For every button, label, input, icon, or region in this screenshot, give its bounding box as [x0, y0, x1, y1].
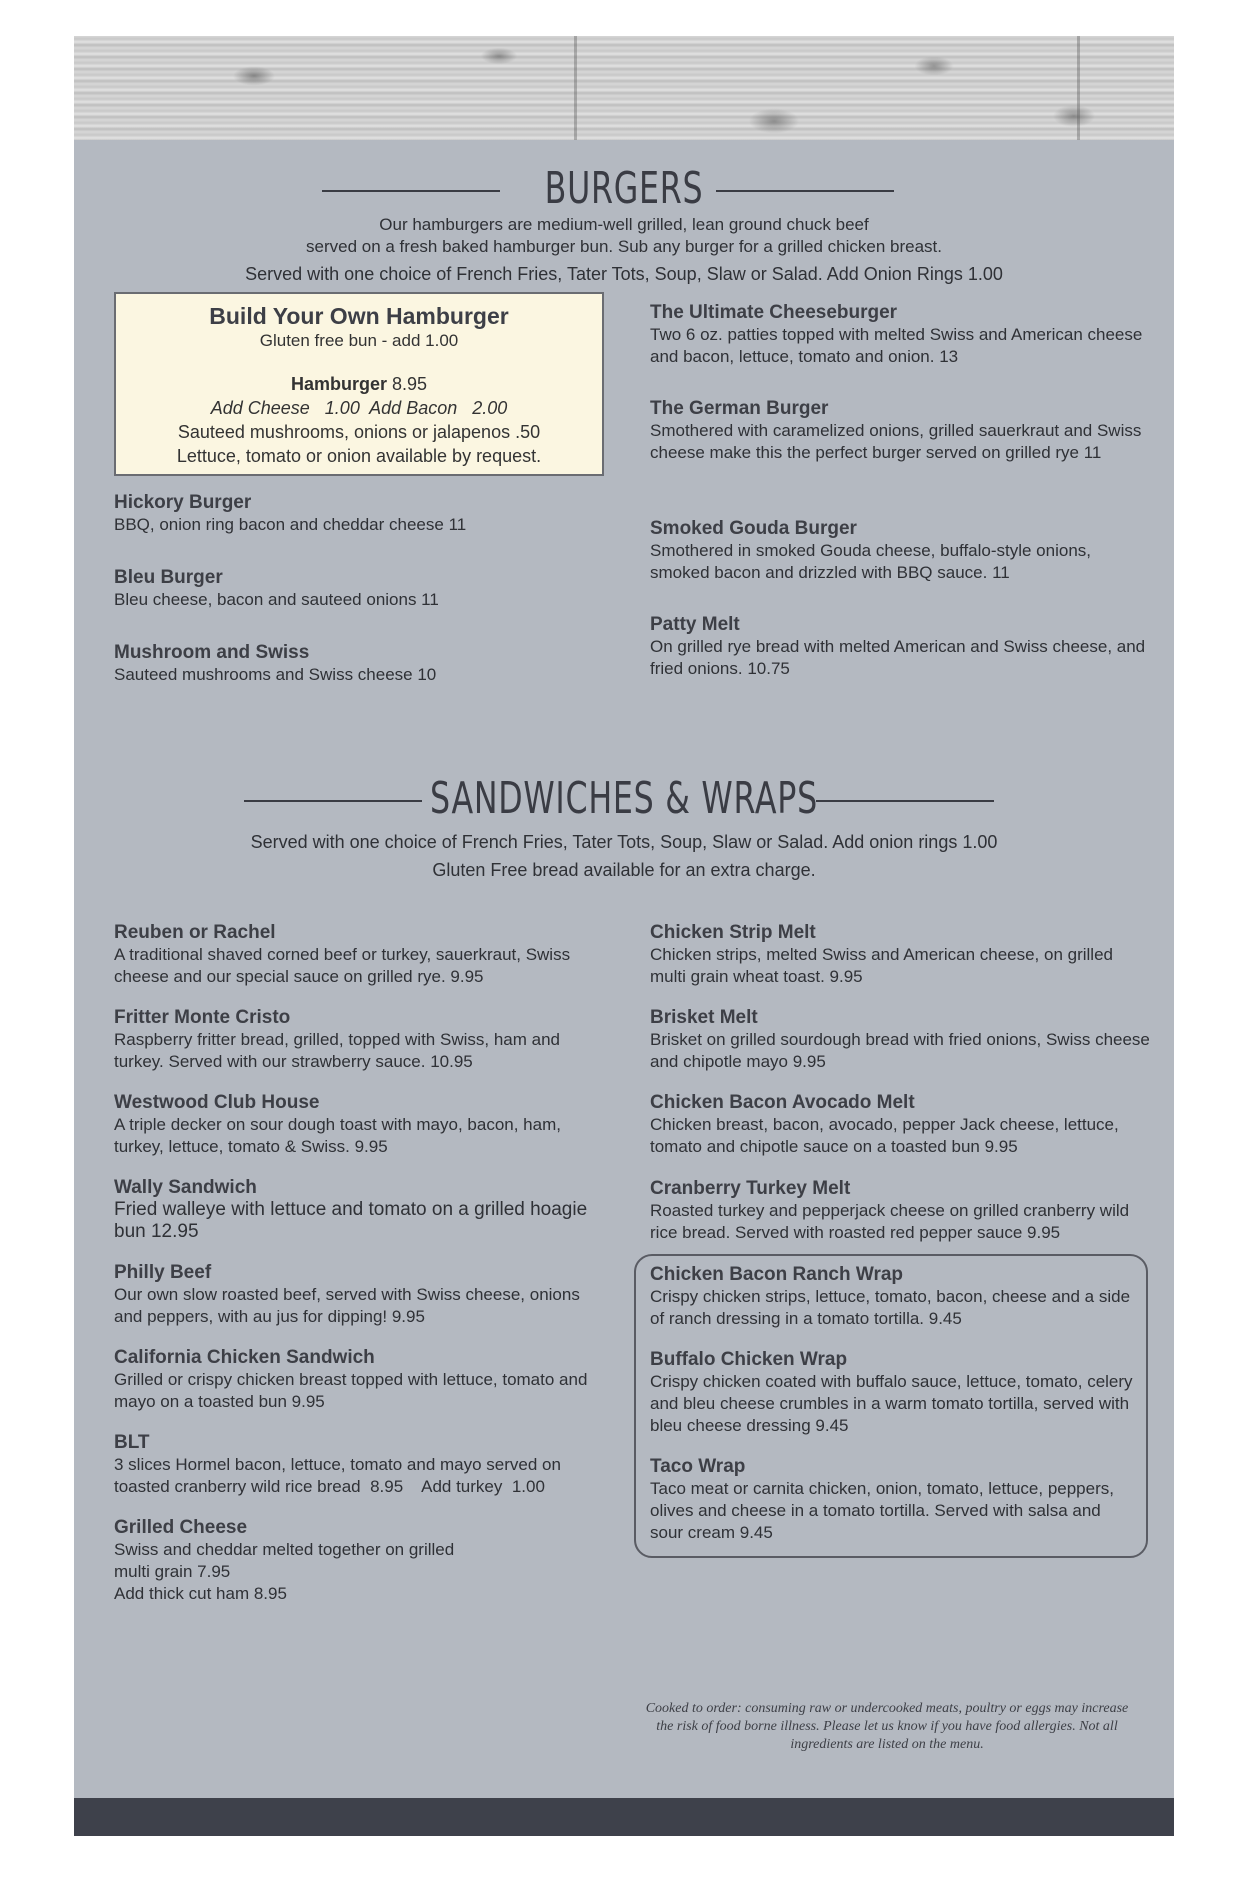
item-name: Buffalo Chicken Wrap [650, 1349, 848, 1370]
item-desc: Fried walleye with lettuce and tomato on a grilled hoagie bun 12.95 [114, 1199, 588, 1242]
item-name: Grilled Cheese [114, 1517, 248, 1538]
item-extra: Add thick cut ham 8.95 [114, 1584, 287, 1603]
item-name: The German Burger [650, 398, 829, 419]
menu-item [650, 398, 1150, 518]
menu-item [114, 922, 604, 1007]
item-name: Hickory Burger [114, 492, 252, 513]
menu-item [114, 1007, 604, 1092]
item-name: California Chicken Sandwich [114, 1347, 375, 1368]
item-desc: A triple decker on sour dough toast with mayo, bacon, ham, turkey, lettuce, tomato & Swiss. 9.95 [114, 1115, 561, 1156]
item-name: Bleu Burger [114, 567, 223, 588]
item-name: Mushroom and Swiss [114, 642, 310, 663]
footer-bar [74, 1798, 1174, 1836]
menu-item [114, 1347, 604, 1432]
item-name: Wally Sandwich [114, 1177, 257, 1198]
item-desc: Our own slow roasted beef, served with Swiss cheese, onions and peppers, with au jus for dipping! 9.95 [114, 1285, 580, 1326]
byo-gluten-free: Gluten free bun - add 1.00 [259, 331, 459, 350]
menu-item [650, 1264, 1136, 1349]
menu-item [114, 1177, 604, 1262]
wood-header-banner [74, 36, 1174, 140]
item-desc: Roasted turkey and pepperjack cheese on grilled cranberry wild rice bread. Served with roasted red pepper sauce 9.95 [650, 1201, 1130, 1242]
food-safety-disclaimer: Cooked to order: consuming raw or undercooked meats, poultry or eggs may increase the risk of food borne illness. Please let us know if you have food allergies. Not all ingredients are listed on the menu. [645, 1701, 1129, 1752]
byo-hamburger-line [116, 372, 602, 396]
menu-item [650, 1092, 1150, 1178]
item-desc: Taco meat or carnita chicken, onion, tomato, lettuce, peppers, olives and cheese in a tomato tortilla. Served with salsa and sour cream 9.45 [650, 1479, 1114, 1542]
item-desc: A traditional shaved corned beef or turkey, sauerkraut, Swiss cheese and our special sauce on grilled rye. 9.95 [114, 945, 571, 986]
item-desc: Chicken strips, melted Swiss and American cheese, on grilled multi grain wheat toast. 9.95 [650, 945, 1113, 986]
wraps-column [650, 1264, 1136, 1544]
item-desc: Raspberry fritter bread, grilled, topped with Swiss, ham and turkey. Served with our strawberry sauce. 10.95 [114, 1030, 560, 1071]
menu-item [650, 1178, 1150, 1244]
item-desc: Brisket on grilled sourdough bread with fried onions, Swiss cheese and chipotle mayo 9.95 [650, 1030, 1150, 1071]
byo-hamburger-price: 8.95 [392, 374, 428, 394]
item-name: Westwood Club House [114, 1092, 320, 1113]
menu-item [650, 302, 1150, 398]
menu-item [114, 567, 614, 642]
sandwiches-right-column [650, 922, 1150, 1244]
item-name: The Ultimate Cheeseburger [650, 302, 898, 323]
item-name: Cranberry Turkey Melt [650, 1178, 851, 1199]
item-desc: BBQ, onion ring bacon and cheddar cheese 11 [114, 515, 467, 534]
burgers-right-column [650, 302, 1150, 680]
sandwiches-title: SANDWICHES & WRAPS [430, 773, 818, 824]
menu-item [114, 492, 614, 567]
item-name: Smoked Gouda Burger [650, 518, 857, 539]
menu-item [650, 1007, 1150, 1092]
item-desc: Two 6 oz. patties topped with melted Swiss and American cheese and bacon, lettuce, tomato and onion. 13 [650, 325, 1143, 366]
item-desc: Swiss and cheddar melted together on grilled multi grain 7.95 [114, 1540, 455, 1581]
menu-page [74, 36, 1174, 1836]
menu-item [650, 518, 1150, 614]
item-desc: 3 slices Hormel bacon, lettuce, tomato and mayo served on toasted cranberry wild rice bread 8.95 Add turkey 1.00 [114, 1455, 566, 1496]
menu-item [114, 1432, 604, 1517]
sandwiches-gluten-free: Gluten Free bread available for an extra charge. [432, 860, 816, 880]
byo-lettuce: Lettuce, tomato or onion available by request. [176, 446, 542, 466]
item-desc: On grilled rye bread with melted American and Swiss cheese, and fried onions. 10.75 [650, 637, 1146, 678]
item-desc: Chicken breast, bacon, avocado, pepper Jack cheese, lettuce, tomato and chipotle sauce on a toasted bun 9.95 [650, 1115, 1119, 1156]
item-name: Patty Melt [650, 614, 740, 635]
burgers-left-column [114, 492, 614, 686]
menu-item [114, 1262, 604, 1347]
menu-item [650, 1456, 1136, 1544]
menu-item [650, 614, 1150, 680]
byo-title: Build Your Own Hamburger [209, 303, 509, 329]
menu-item [650, 922, 1150, 1007]
burgers-intro-line1: Our hamburgers are medium-well grilled, lean ground chuck beef [379, 215, 869, 234]
menu-item [114, 1517, 604, 1605]
byo-addons: Add Cheese 1.00 Add Bacon 2.00 [210, 398, 508, 418]
menu-item [650, 1349, 1136, 1456]
byo-hamburger-name: Hamburger [290, 374, 387, 394]
item-name: Chicken Strip Melt [650, 922, 816, 943]
item-desc: Crispy chicken coated with buffalo sauce, lettuce, tomato, celery and bleu cheese crumbles in a warm tomato tortilla, served with bleu cheese dressing 9.45 [650, 1372, 1133, 1435]
item-desc: Grilled or crispy chicken breast topped with lettuce, tomato and mayo on a toasted bun 9.95 [114, 1370, 588, 1411]
item-name: Reuben or Rachel [114, 922, 276, 943]
menu-item [114, 1092, 604, 1177]
item-name: Philly Beef [114, 1262, 212, 1283]
item-desc: Crispy chicken strips, lettuce, tomato, bacon, cheese and a side of ranch dressing in a tomato tortilla. 9.45 [650, 1287, 1131, 1328]
item-desc: Sauteed mushrooms and Swiss cheese 10 [114, 665, 437, 684]
item-name: Chicken Bacon Avocado Melt [650, 1092, 915, 1113]
item-desc: Bleu cheese, bacon and sauteed onions 11 [114, 590, 439, 609]
item-desc: Smothered with caramelized onions, grilled sauerkraut and Swiss cheese make this the perfect burger served on grilled rye 11 [650, 421, 1142, 462]
item-name: Taco Wrap [650, 1456, 746, 1477]
sandwiches-served-with: Served with one choice of French Fries, Tater Tots, Soup, Slaw or Salad. Add onion rings 1.00 [250, 832, 998, 852]
build-your-own-box [114, 292, 604, 476]
menu-item [114, 642, 614, 686]
burgers-intro-line2: served on a fresh baked hamburger bun. Sub any burger for a grilled chicken breast. [306, 237, 942, 256]
item-name: Fritter Monte Cristo [114, 1007, 291, 1028]
item-name: Brisket Melt [650, 1007, 758, 1028]
item-name: BLT [114, 1432, 150, 1453]
item-name: Chicken Bacon Ranch Wrap [650, 1264, 904, 1285]
burgers-served-with: Served with one choice of French Fries, Tater Tots, Soup, Slaw or Salad. Add Onion Rings 1.00 [245, 264, 1003, 284]
byo-sauteed: Sauteed mushrooms, onions or jalapenos .50 [177, 422, 541, 442]
burgers-title: BURGERS [544, 163, 704, 214]
sandwiches-left-column [114, 922, 604, 1605]
item-desc: Smothered in smoked Gouda cheese, buffalo-style onions, smoked bacon and drizzled with BBQ sauce. 11 [650, 541, 1092, 582]
